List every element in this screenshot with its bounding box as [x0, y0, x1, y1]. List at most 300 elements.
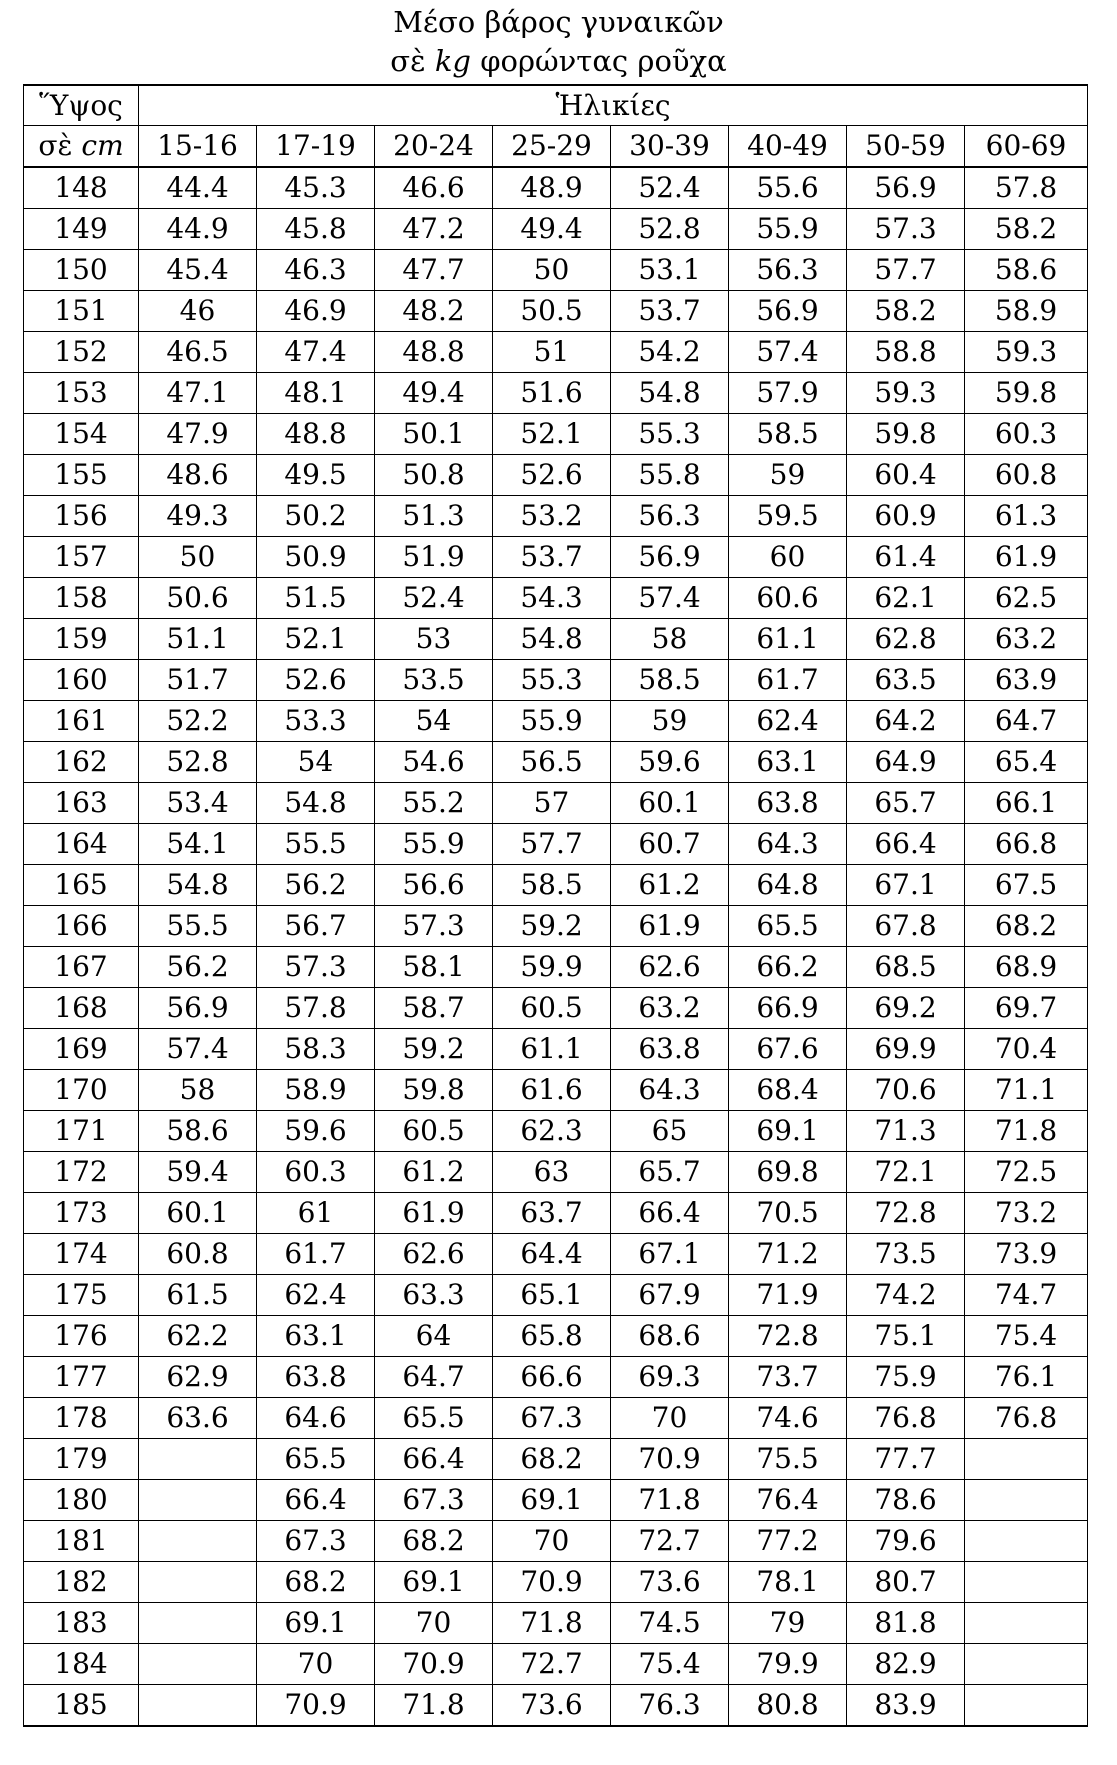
weight-cell: 58.5: [493, 865, 611, 906]
height-cell: 179: [24, 1439, 139, 1480]
weight-cell: [965, 1644, 1088, 1685]
weight-cell: 74.7: [965, 1275, 1088, 1316]
weight-cell: 67.3: [257, 1521, 375, 1562]
table-row: [24, 1111, 1088, 1152]
weight-cell: 59.3: [847, 373, 965, 414]
weight-cell: 68.2: [375, 1521, 493, 1562]
header-row-1: [24, 85, 1088, 126]
weight-cell: 68.2: [493, 1439, 611, 1480]
weight-cell: 53.7: [611, 291, 729, 332]
weight-cell: 48.8: [257, 414, 375, 455]
table-row: [24, 373, 1088, 414]
weight-cell: 45.8: [257, 209, 375, 250]
weight-cell: 50: [139, 537, 257, 578]
weight-cell: 52.6: [493, 455, 611, 496]
weight-cell: 62.3: [493, 1111, 611, 1152]
weight-cell: 67.6: [729, 1029, 847, 1070]
weight-cell: 61.9: [611, 906, 729, 947]
weight-cell: 63.2: [965, 619, 1088, 660]
age-group-header: 60-69: [965, 126, 1088, 168]
weight-cell: 71.9: [729, 1275, 847, 1316]
weight-cell: 56.6: [375, 865, 493, 906]
weight-cell: 66.4: [847, 824, 965, 865]
weight-cell: 53.4: [139, 783, 257, 824]
age-group-header: 20-24: [375, 126, 493, 168]
weight-cell: 65.5: [729, 906, 847, 947]
weight-cell: 64.8: [729, 865, 847, 906]
weight-cell: 59.8: [847, 414, 965, 455]
weight-cell: 48.9: [493, 167, 611, 209]
table-row: [24, 1152, 1088, 1193]
weight-cell: 70: [611, 1398, 729, 1439]
table-row: [24, 947, 1088, 988]
table-row: [24, 988, 1088, 1029]
height-cell: 178: [24, 1398, 139, 1439]
weight-cell: 76.3: [611, 1685, 729, 1727]
weight-cell: 75.4: [965, 1316, 1088, 1357]
height-cell: 151: [24, 291, 139, 332]
age-group-header: 25-29: [493, 126, 611, 168]
weight-cell: 59.9: [493, 947, 611, 988]
weight-cell: 60.8: [965, 455, 1088, 496]
weight-cell: 55.3: [611, 414, 729, 455]
weight-cell: 65.5: [375, 1398, 493, 1439]
weight-cell: 57.8: [965, 167, 1088, 209]
weight-cell: 51.3: [375, 496, 493, 537]
weight-cell: 76.4: [729, 1480, 847, 1521]
height-cell: 158: [24, 578, 139, 619]
height-cell: 148: [24, 167, 139, 209]
height-cell: 172: [24, 1152, 139, 1193]
weight-cell: 52.4: [611, 167, 729, 209]
weight-cell: 62.4: [729, 701, 847, 742]
weight-cell: 63.7: [493, 1193, 611, 1234]
weight-cell: 56.2: [139, 947, 257, 988]
weight-cell: 66.9: [729, 988, 847, 1029]
weight-cell: 63.5: [847, 660, 965, 701]
weight-cell: 54.3: [493, 578, 611, 619]
weight-cell: 58.6: [965, 250, 1088, 291]
weight-cell: 67.3: [493, 1398, 611, 1439]
height-cell: 176: [24, 1316, 139, 1357]
height-cell: 173: [24, 1193, 139, 1234]
weight-cell: 70: [257, 1644, 375, 1685]
weight-cell: 64.7: [375, 1357, 493, 1398]
title-unit: kg: [434, 44, 471, 78]
table-body: [24, 167, 1088, 1726]
weight-cell: 60.7: [611, 824, 729, 865]
weight-cell: 64.3: [611, 1070, 729, 1111]
weight-cell: 44.4: [139, 167, 257, 209]
height-cell: 183: [24, 1603, 139, 1644]
height-header: Ὕψος: [24, 85, 139, 126]
table-row: [24, 1070, 1088, 1111]
weight-cell: 59.3: [965, 332, 1088, 373]
weight-cell: 46.3: [257, 250, 375, 291]
weight-cell: 75.5: [729, 1439, 847, 1480]
weight-cell: 77.2: [729, 1521, 847, 1562]
weight-cell: 61.9: [965, 537, 1088, 578]
weight-cell: 56.9: [611, 537, 729, 578]
weight-cell: 63.2: [611, 988, 729, 1029]
weight-cell: 50.2: [257, 496, 375, 537]
weight-cell: 64.2: [847, 701, 965, 742]
weight-cell: [139, 1521, 257, 1562]
weight-cell: 57.7: [493, 824, 611, 865]
weight-cell: 60.3: [965, 414, 1088, 455]
weight-cell: 53.2: [493, 496, 611, 537]
weight-cell: [965, 1480, 1088, 1521]
weight-cell: 46.6: [375, 167, 493, 209]
weight-cell: 62.9: [139, 1357, 257, 1398]
weight-cell: 60.3: [257, 1152, 375, 1193]
weight-cell: 63.3: [375, 1275, 493, 1316]
weight-cell: [965, 1603, 1088, 1644]
table-row: [24, 1398, 1088, 1439]
weight-cell: 48.8: [375, 332, 493, 373]
weight-cell: 54: [257, 742, 375, 783]
weight-cell: 59.4: [139, 1152, 257, 1193]
weight-cell: 69.8: [729, 1152, 847, 1193]
weight-cell: 58.7: [375, 988, 493, 1029]
weight-cell: 67.1: [611, 1234, 729, 1275]
table-row: [24, 332, 1088, 373]
weight-cell: 52.4: [375, 578, 493, 619]
weight-cell: 60.6: [729, 578, 847, 619]
table-row: [24, 1644, 1088, 1685]
weight-cell: 74.6: [729, 1398, 847, 1439]
weight-cell: 48.1: [257, 373, 375, 414]
weight-cell: 65.7: [847, 783, 965, 824]
title-suffix: φορώντας ροῦχα: [471, 44, 727, 78]
weight-cell: 56.2: [257, 865, 375, 906]
weight-cell: 48.6: [139, 455, 257, 496]
height-cell: 162: [24, 742, 139, 783]
weight-cell: 67.8: [847, 906, 965, 947]
table-row: [24, 783, 1088, 824]
weight-cell: 54.2: [611, 332, 729, 373]
weight-cell: 53.1: [611, 250, 729, 291]
weight-cell: 70.6: [847, 1070, 965, 1111]
weight-cell: 64.3: [729, 824, 847, 865]
weight-cell: 59.2: [493, 906, 611, 947]
weight-cell: 80.7: [847, 1562, 965, 1603]
weight-cell: 46.5: [139, 332, 257, 373]
weight-cell: 69.1: [729, 1111, 847, 1152]
weight-cell: 51.9: [375, 537, 493, 578]
weight-cell: 55.8: [611, 455, 729, 496]
weight-cell: 60.9: [847, 496, 965, 537]
weight-cell: 78.1: [729, 1562, 847, 1603]
weight-cell: 58.9: [257, 1070, 375, 1111]
weight-cell: 77.7: [847, 1439, 965, 1480]
weight-cell: 61.2: [611, 865, 729, 906]
weight-cell: 75.9: [847, 1357, 965, 1398]
weight-cell: 66.2: [729, 947, 847, 988]
weight-cell: 58.3: [257, 1029, 375, 1070]
weight-cell: [139, 1439, 257, 1480]
weight-cell: [139, 1685, 257, 1727]
weight-cell: 64.7: [965, 701, 1088, 742]
weight-cell: 70.9: [257, 1685, 375, 1727]
weight-cell: 75.1: [847, 1316, 965, 1357]
weight-cell: 56.9: [729, 291, 847, 332]
height-cell: 149: [24, 209, 139, 250]
weight-cell: 58: [139, 1070, 257, 1111]
table-row: [24, 1480, 1088, 1521]
weight-cell: 61.4: [847, 537, 965, 578]
weight-cell: 53.3: [257, 701, 375, 742]
height-cell: 171: [24, 1111, 139, 1152]
weight-cell: 50.1: [375, 414, 493, 455]
weight-cell: 72.7: [611, 1521, 729, 1562]
table-row: [24, 865, 1088, 906]
weight-cell: 69.1: [493, 1480, 611, 1521]
weight-cell: 46: [139, 291, 257, 332]
weight-cell: 79.6: [847, 1521, 965, 1562]
weight-cell: 68.5: [847, 947, 965, 988]
weight-cell: 57.7: [847, 250, 965, 291]
table-row: [24, 496, 1088, 537]
weight-cell: 74.5: [611, 1603, 729, 1644]
weight-cell: 79: [729, 1603, 847, 1644]
weight-cell: 74.2: [847, 1275, 965, 1316]
weight-cell: 59.6: [611, 742, 729, 783]
height-cell: 182: [24, 1562, 139, 1603]
height-cell: 181: [24, 1521, 139, 1562]
weight-cell: 55.2: [375, 783, 493, 824]
weight-cell: 48.2: [375, 291, 493, 332]
weight-cell: 72.8: [847, 1193, 965, 1234]
table-row: [24, 701, 1088, 742]
weight-cell: 52.8: [611, 209, 729, 250]
height-cell: 177: [24, 1357, 139, 1398]
weight-cell: 50.8: [375, 455, 493, 496]
weight-cell: 67.1: [847, 865, 965, 906]
weight-cell: [965, 1439, 1088, 1480]
weight-cell: 73.6: [493, 1685, 611, 1727]
weight-cell: 62.6: [375, 1234, 493, 1275]
weight-cell: 60.1: [611, 783, 729, 824]
weight-cell: 70.9: [493, 1562, 611, 1603]
weight-cell: 63.1: [257, 1316, 375, 1357]
table-row: [24, 455, 1088, 496]
weight-cell: 73.6: [611, 1562, 729, 1603]
weight-cell: [139, 1562, 257, 1603]
weight-cell: 70.5: [729, 1193, 847, 1234]
weight-cell: 68.6: [611, 1316, 729, 1357]
weight-cell: 73.9: [965, 1234, 1088, 1275]
weight-cell: 56.9: [139, 988, 257, 1029]
weight-cell: 54.8: [611, 373, 729, 414]
weight-cell: 58: [611, 619, 729, 660]
weight-cell: 61.9: [375, 1193, 493, 1234]
weight-cell: 60.4: [847, 455, 965, 496]
table-row: [24, 167, 1088, 209]
weight-cell: 59: [611, 701, 729, 742]
weight-cell: 58.2: [965, 209, 1088, 250]
weight-cell: 63: [493, 1152, 611, 1193]
weight-cell: 69.1: [257, 1603, 375, 1644]
weight-cell: 66.1: [965, 783, 1088, 824]
table-row: [24, 414, 1088, 455]
weight-cell: 52.8: [139, 742, 257, 783]
height-cell: 180: [24, 1480, 139, 1521]
weight-cell: 63.6: [139, 1398, 257, 1439]
table-row: [24, 619, 1088, 660]
weight-cell: 61.5: [139, 1275, 257, 1316]
weight-cell: 54.8: [493, 619, 611, 660]
height-cell: 156: [24, 496, 139, 537]
weight-cell: 58.2: [847, 291, 965, 332]
weight-cell: 61.2: [375, 1152, 493, 1193]
table-row: [24, 537, 1088, 578]
table-row: [24, 1562, 1088, 1603]
table-title-line-2: [0, 43, 1117, 79]
weight-cell: 55.5: [139, 906, 257, 947]
weight-cell: 73.2: [965, 1193, 1088, 1234]
weight-cell: 56.3: [611, 496, 729, 537]
weight-cell: 45.4: [139, 250, 257, 291]
weight-cell: 67.9: [611, 1275, 729, 1316]
weight-cell: 49.4: [375, 373, 493, 414]
height-cell: 165: [24, 865, 139, 906]
weight-cell: 59.8: [375, 1070, 493, 1111]
weight-cell: 71.2: [729, 1234, 847, 1275]
weight-cell: 60: [729, 537, 847, 578]
weight-cell: 71.8: [965, 1111, 1088, 1152]
table-row: [24, 1234, 1088, 1275]
height-cell: 174: [24, 1234, 139, 1275]
weight-cell: 79.9: [729, 1644, 847, 1685]
weight-cell: [139, 1644, 257, 1685]
table-row: [24, 1439, 1088, 1480]
weight-cell: 83.9: [847, 1685, 965, 1727]
weight-cell: 64: [375, 1316, 493, 1357]
weight-cell: 60.1: [139, 1193, 257, 1234]
weight-cell: 51.7: [139, 660, 257, 701]
weight-cell: 71.8: [375, 1685, 493, 1727]
weight-cell: 72.7: [493, 1644, 611, 1685]
weight-cell: [965, 1521, 1088, 1562]
age-group-header: 40-49: [729, 126, 847, 168]
height-cell: 168: [24, 988, 139, 1029]
weight-cell: 57.3: [257, 947, 375, 988]
weight-cell: 69.7: [965, 988, 1088, 1029]
weight-cell: 60.5: [375, 1111, 493, 1152]
table-row: [24, 824, 1088, 865]
weight-cell: [139, 1480, 257, 1521]
weight-cell: 57.4: [139, 1029, 257, 1070]
header-row-2: [24, 126, 1088, 168]
weight-cell: 61.6: [493, 1070, 611, 1111]
weight-cell: 56.3: [729, 250, 847, 291]
weight-cell: 50.9: [257, 537, 375, 578]
table-row: [24, 1275, 1088, 1316]
table-row: [24, 578, 1088, 619]
height-cell: 163: [24, 783, 139, 824]
weight-cell: 59.5: [729, 496, 847, 537]
ages-header: Ἡλικίες: [139, 85, 1088, 126]
weight-cell: 47.9: [139, 414, 257, 455]
weight-cell: 63.9: [965, 660, 1088, 701]
weight-cell: [965, 1685, 1088, 1727]
weight-cell: [965, 1562, 1088, 1603]
weight-cell: 55.9: [493, 701, 611, 742]
weight-cell: 49.5: [257, 455, 375, 496]
weight-cell: 63.1: [729, 742, 847, 783]
weight-cell: 56.5: [493, 742, 611, 783]
weight-cell: 62.8: [847, 619, 965, 660]
weight-cell: 73.5: [847, 1234, 965, 1275]
weight-cell: 54: [375, 701, 493, 742]
weight-cell: 49.4: [493, 209, 611, 250]
height-cell: 175: [24, 1275, 139, 1316]
weight-cell: 80.8: [729, 1685, 847, 1727]
weight-cell: 69.1: [375, 1562, 493, 1603]
weight-cell: 62.5: [965, 578, 1088, 619]
table-row: [24, 1603, 1088, 1644]
table-row: [24, 1029, 1088, 1070]
weight-cell: 51.1: [139, 619, 257, 660]
weight-cell: 44.9: [139, 209, 257, 250]
weight-cell: 67.3: [375, 1480, 493, 1521]
weight-cell: 57.4: [729, 332, 847, 373]
weight-cell: 65.4: [965, 742, 1088, 783]
weight-cell: 69.3: [611, 1357, 729, 1398]
height-cell: 166: [24, 906, 139, 947]
weight-cell: 62.2: [139, 1316, 257, 1357]
weight-cell: 65: [611, 1111, 729, 1152]
weight-cell: 54.6: [375, 742, 493, 783]
height-cell: 160: [24, 660, 139, 701]
height-cell: 167: [24, 947, 139, 988]
weight-cell: 59.6: [257, 1111, 375, 1152]
title-prefix: σὲ: [390, 44, 435, 78]
height-cell: 170: [24, 1070, 139, 1111]
weight-cell: 61.7: [729, 660, 847, 701]
table-row: [24, 1193, 1088, 1234]
height-cell: 161: [24, 701, 139, 742]
weight-cell: 70.4: [965, 1029, 1088, 1070]
age-group-header: 15-16: [139, 126, 257, 168]
weight-cell: 58.8: [847, 332, 965, 373]
weight-cell: 55.5: [257, 824, 375, 865]
weight-cell: 72.5: [965, 1152, 1088, 1193]
weight-cell: 63.8: [257, 1357, 375, 1398]
weight-cell: 58.5: [611, 660, 729, 701]
weight-cell: 53.5: [375, 660, 493, 701]
weight-cell: 66.6: [493, 1357, 611, 1398]
weight-cell: 70: [493, 1521, 611, 1562]
weight-cell: 60.8: [139, 1234, 257, 1275]
weight-cell: 58.5: [729, 414, 847, 455]
weight-cell: 71.8: [493, 1603, 611, 1644]
weight-cell: 47.4: [257, 332, 375, 373]
table-row: [24, 250, 1088, 291]
weight-table: [23, 84, 1088, 1727]
table-row: [24, 209, 1088, 250]
weight-cell: 50.5: [493, 291, 611, 332]
weight-cell: 55.3: [493, 660, 611, 701]
weight-cell: 53.7: [493, 537, 611, 578]
weight-cell: 54.8: [139, 865, 257, 906]
weight-cell: 68.2: [257, 1562, 375, 1603]
height-cell: 153: [24, 373, 139, 414]
weight-cell: 57.4: [611, 578, 729, 619]
table-row: [24, 1316, 1088, 1357]
weight-cell: 75.4: [611, 1644, 729, 1685]
